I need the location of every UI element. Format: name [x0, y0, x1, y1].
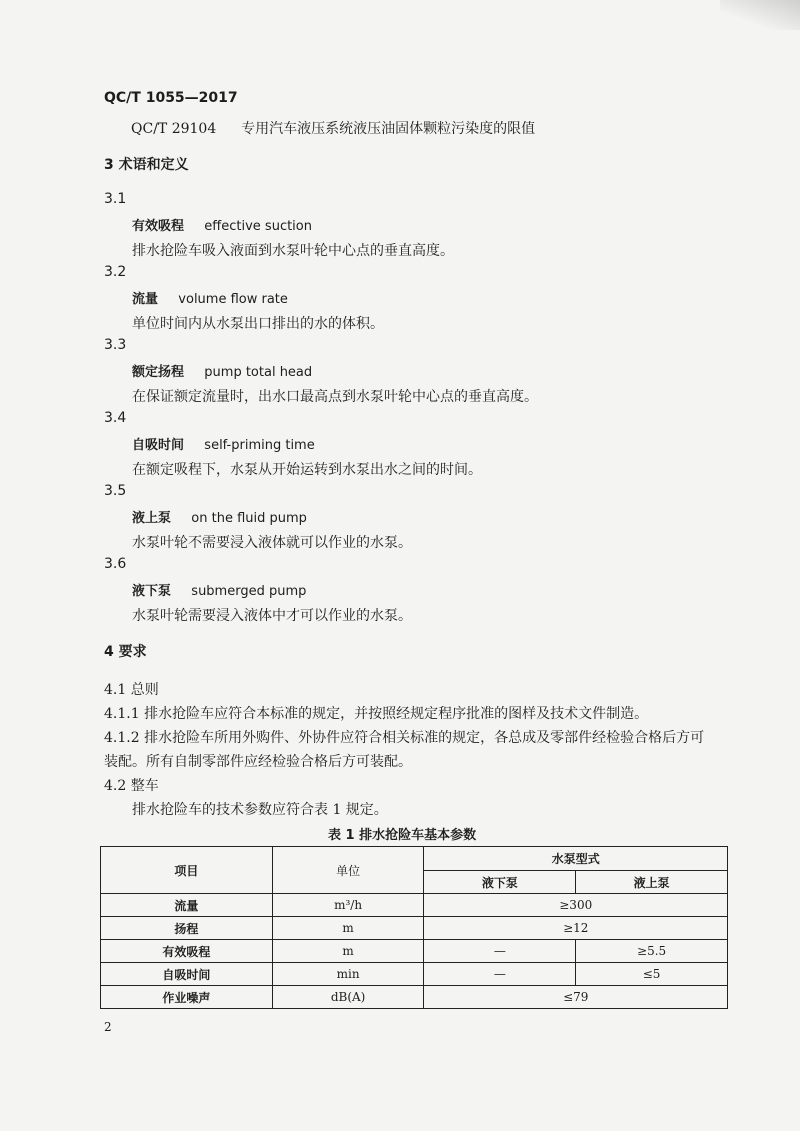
- term-title: [132, 580, 306, 599]
- reference-code: QC/T 29104: [131, 121, 217, 137]
- term-title: [132, 434, 315, 453]
- row-value: ≥12: [424, 917, 728, 940]
- section-3-heading: 3 术语和定义: [104, 157, 189, 173]
- clause-4-2-text: 排水抢险车的技术参数应符合表 1 规定。: [132, 802, 388, 818]
- table-row: [101, 894, 728, 917]
- row-item: 有效吸程: [101, 940, 273, 963]
- scan-shadow: [720, 0, 800, 30]
- table-row: [101, 940, 728, 963]
- table-caption: 表 1 排水抢险车基本参数: [328, 828, 477, 843]
- term-number: 3.4: [104, 410, 127, 426]
- row-item: 自吸时间: [101, 963, 273, 986]
- table-row: [101, 963, 728, 986]
- term-definition: 在额定吸程下，水泵从开始运转到水泵出水之间的时间。: [132, 462, 482, 478]
- header-unit: 单位: [272, 847, 424, 894]
- term-number: 3.6: [104, 556, 127, 572]
- clause-4-1-2-cont: 装配。所有自制零部件应经检验合格后方可装配。: [104, 754, 412, 770]
- term-title: [132, 507, 307, 526]
- row-unit: dB(A): [272, 986, 424, 1009]
- term-zh: 流量: [132, 292, 159, 307]
- term-en: on the fluid pump: [191, 511, 307, 526]
- header-on-fluid: 液上泵: [576, 871, 728, 894]
- term-zh: 液下泵: [132, 584, 172, 599]
- row-unit: m: [272, 940, 424, 963]
- clause-4-2: 4.2 整车: [104, 778, 159, 794]
- row-value: ≤79: [424, 986, 728, 1009]
- row-value: ≥300: [424, 894, 728, 917]
- table-row: [101, 986, 728, 1009]
- term-definition: 单位时间内从水泵出口排出的水的体积。: [132, 316, 384, 332]
- clause-4-1-1: 4.1.1 排水抢险车应符合本标准的规定，并按照经规定程序批准的图样及技术文件制造。: [104, 706, 649, 722]
- term-zh: 有效吸程: [132, 219, 185, 234]
- reference-standard: [131, 118, 535, 138]
- term-definition: 排水抢险车吸入液面到水泵叶轮中心点的垂直高度。: [132, 243, 454, 259]
- header-item: 项目: [101, 847, 273, 894]
- reference-title: 专用汽车液压系统液压油固体颗粒污染度的限值: [241, 121, 536, 137]
- standard-number: QC/T 1055—2017: [104, 90, 238, 106]
- row-unit: m³/h: [272, 894, 424, 917]
- term-en: volume flow rate: [178, 292, 288, 307]
- row-item: 流量: [101, 894, 273, 917]
- term-number: 3.1: [104, 191, 127, 207]
- term-en: effective suction: [204, 219, 312, 234]
- term-definition: 水泵叶轮需要浸入液体中才可以作业的水泵。: [132, 608, 412, 624]
- row-item: 扬程: [101, 917, 273, 940]
- header-pump-type: 水泵型式: [424, 847, 728, 871]
- row-on-fluid: ≥5.5: [576, 940, 728, 963]
- row-submerged: —: [424, 940, 576, 963]
- term-number: 3.5: [104, 483, 127, 499]
- row-on-fluid: ≤5: [576, 963, 728, 986]
- term-title: [132, 215, 312, 234]
- row-unit: m: [272, 917, 424, 940]
- section-4-heading: 4 要求: [104, 644, 147, 660]
- term-en: pump total head: [204, 365, 313, 380]
- term-definition: 在保证额定流量时，出水口最高点到水泵叶轮中心点的垂直高度。: [132, 389, 538, 405]
- row-item: 作业噪声: [101, 986, 273, 1009]
- term-title: [132, 361, 312, 380]
- term-number: 3.2: [104, 264, 127, 280]
- term-zh: 额定扬程: [132, 365, 185, 380]
- table-row: [101, 917, 728, 940]
- term-zh: 自吸时间: [132, 438, 185, 453]
- term-definition: 水泵叶轮不需要浸入液体就可以作业的水泵。: [132, 535, 412, 551]
- term-en: submerged pump: [191, 584, 307, 599]
- term-zh: 液上泵: [132, 511, 172, 526]
- term-title: [132, 288, 288, 307]
- page-number: 2: [104, 1020, 112, 1034]
- header-submerged: 液下泵: [424, 871, 576, 894]
- parameters-table: [100, 846, 728, 1009]
- clause-4-1: 4.1 总则: [104, 682, 159, 698]
- row-unit: min: [272, 963, 424, 986]
- term-en: self-priming time: [204, 438, 315, 453]
- row-submerged: —: [424, 963, 576, 986]
- clause-4-1-2: 4.1.2 排水抢险车所用外购件、外协件应符合相关标准的规定，各总成及零部件经检验合格后方可: [104, 730, 705, 746]
- term-number: 3.3: [104, 337, 127, 353]
